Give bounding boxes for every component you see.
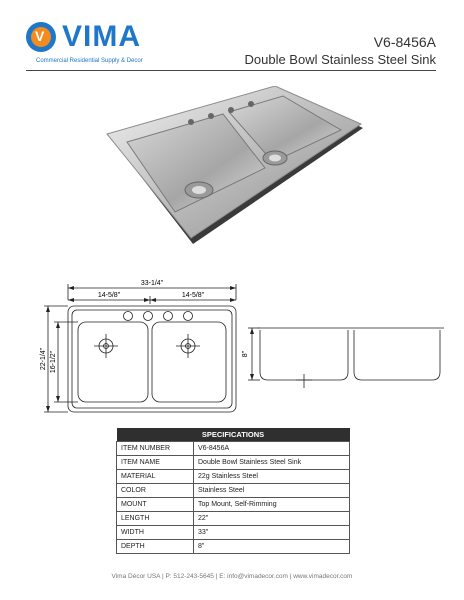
table-row (117, 498, 350, 512)
spec-value: 22" (194, 512, 350, 526)
spec-label: COLOR (117, 484, 194, 498)
spec-value: 22g Stainless Steel (194, 470, 350, 484)
header-divider (26, 70, 436, 71)
overall-length-label: 22-1/4" (40, 347, 47, 371)
specifications-heading: SPECIFICATIONS (117, 428, 350, 442)
table-row (117, 526, 350, 540)
top-view-drawing (30, 270, 250, 420)
spec-value: Top Mount, Self-Rimming (194, 498, 350, 512)
table-row (117, 484, 350, 498)
table-row (117, 512, 350, 526)
spec-label: MATERIAL (117, 470, 194, 484)
table-row (117, 540, 350, 554)
bowl-width-right-label: 14-5/8" (181, 292, 205, 299)
table-row (117, 442, 350, 456)
spec-value: V6-8456A (194, 442, 350, 456)
overall-width-label: 33-1/4" (140, 280, 164, 287)
bowl-length-label: 16-1/2" (50, 350, 57, 374)
product-title: Double Bowl Stainless Steel Sink (244, 52, 436, 67)
depth-label: 8" (242, 350, 249, 358)
spec-value: 33" (194, 526, 350, 540)
model-number: V6-8456A (373, 34, 436, 50)
spec-label: WIDTH (117, 526, 194, 540)
spec-label: MOUNT (117, 498, 194, 512)
logo-tagline: Commercial Residential Supply & Decor (36, 58, 143, 64)
specifications-table (116, 428, 350, 554)
logo-wordmark: VIMA (62, 20, 141, 53)
side-view-drawing (236, 310, 446, 400)
table-row (117, 456, 350, 470)
brand-logo (26, 22, 161, 66)
table-row (117, 470, 350, 484)
spec-value: 8" (194, 540, 350, 554)
bowl-width-left-label: 14-5/8" (97, 292, 121, 299)
spec-label: ITEM NUMBER (117, 442, 194, 456)
logo-emblem-letter: V (35, 28, 45, 44)
spec-value: Double Bowl Stainless Steel Sink (194, 456, 350, 470)
spec-label: ITEM NAME (117, 456, 194, 470)
spec-label: LENGTH (117, 512, 194, 526)
sink-photo (105, 86, 367, 256)
spec-value: Stainless Steel (194, 484, 350, 498)
spec-label: DEPTH (117, 540, 194, 554)
contact-footer: Vima Décor USA | P: 512-243-5645 | E: info@vimadecor.com | www.vimadecor.com (111, 573, 353, 580)
